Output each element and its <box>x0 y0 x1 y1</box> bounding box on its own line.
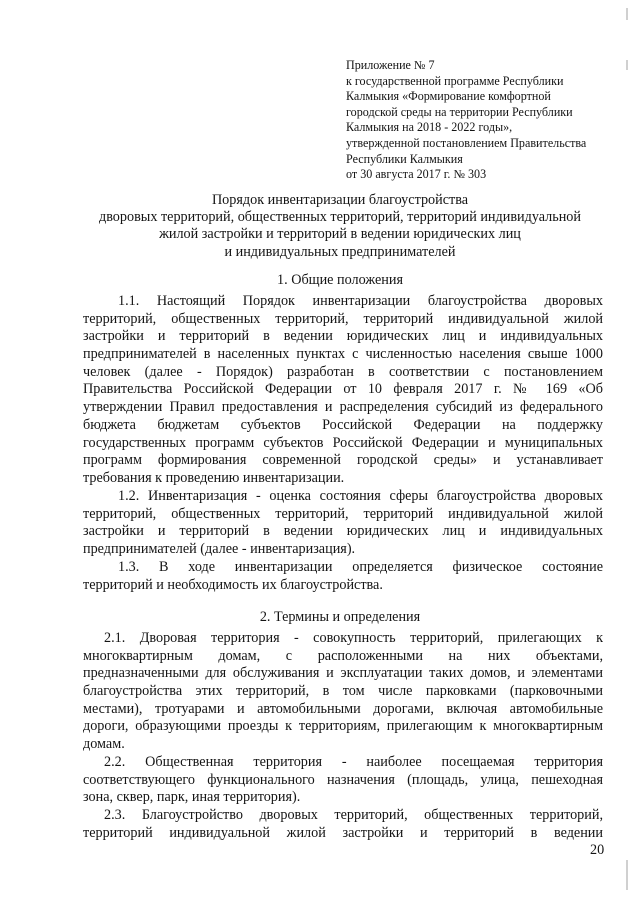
text-line: бюджета бюджетам субъектов Российской Федерации на поддержку <box>83 416 603 433</box>
text-line: территорий, общественных территорий, территорий индивидуальной жилой <box>83 505 603 522</box>
section-heading-terms: 2. Термины и определения <box>259 609 421 625</box>
text-line: благоустройства этих территорий, в том числе парковками (парковочными <box>83 683 603 700</box>
paragraph-2-1 <box>83 630 603 754</box>
text-line: 2.3. Благоустройство дворовых территорий, общественных территорий, <box>104 807 603 823</box>
paragraph-1-3 <box>83 559 603 594</box>
text-line: многоквартирным домам, с расположенными на них объектами, <box>83 647 603 664</box>
text-line: дороги, образующими проезды к территориям, прилегающим к многоквартирным <box>83 718 603 735</box>
appendix-line: Республики Калмыкия <box>346 151 463 166</box>
text-line: человек (далее - Порядок) разработан в соответствии с постановлением <box>83 363 603 380</box>
text-line: программ формирования современной городской среды» и устанавливает <box>83 452 603 469</box>
text-line: 2.1. Дворовая территория - совокупность территорий, прилегающих к <box>104 630 603 646</box>
text-line: 1.3. В ходе инвентаризации определяется физическое состояние <box>118 559 603 575</box>
scan-edge-mark <box>626 8 628 20</box>
appendix-line: Калмыкия «Формирование комфортной <box>346 89 551 104</box>
appendix-header <box>346 58 616 183</box>
text-line: 1.2. Инвентаризация - оценка состояния сферы благоустройства дворовых <box>118 488 603 504</box>
text-line: 2.2. Общественная территория - наиболее посещаемая территория <box>104 754 603 770</box>
appendix-line: городской среды на территории Республики <box>346 104 573 119</box>
text-line: соответствующего функционального назначения (площадь, улица, пешеходная <box>83 771 603 788</box>
section-heading-general: 1. Общие положения <box>277 272 403 288</box>
text-line: 1.1. Настоящий Порядок инвентаризации благоустройства дворовых <box>118 293 603 309</box>
scan-edge-mark <box>626 60 628 70</box>
appendix-line: Калмыкия на 2018 - 2022 годы», <box>346 120 513 135</box>
scan-edge-mark <box>626 860 628 890</box>
appendix-line: к государственной программе Республики <box>346 73 564 88</box>
paragraph-1-1 <box>83 293 603 488</box>
title-line: жилой застройки и территорий в ведении юридических лиц <box>159 226 521 243</box>
text-line: территорий индивидуальной жилой застройки и территорий в ведении <box>83 824 603 841</box>
appendix-line: Приложение № 7 <box>346 58 435 72</box>
text-line: государственных программ субъектов Российской Федерации и муниципальных <box>83 434 603 451</box>
text-line: территорий, общественных территорий, территорий индивидуальной жилой <box>83 310 603 327</box>
text-line: предпринимателей (далее - инвентаризация). <box>83 541 356 558</box>
text-line: домам. <box>83 736 125 753</box>
text-line: предпринимателей в населенных пунктах с численностью населения свыше 1000 <box>83 346 603 363</box>
paragraph-2-2 <box>83 754 603 807</box>
appendix-line: утвержденной постановлением Правительства <box>346 135 587 150</box>
paragraph-1-2 <box>83 488 603 559</box>
title-line: дворовых территорий, общественных территорий, территорий индивидуальной <box>98 209 581 226</box>
page-number: 20 <box>590 842 605 858</box>
text-line: зона, сквер, парк, иная территория). <box>83 789 301 806</box>
text-line: предназначенными для обслуживания и эксплуатации таких домов, и элементами <box>83 665 603 682</box>
title-line: и индивидуальных предпринимателей <box>224 243 456 260</box>
title-line: Порядок инвентаризации благоустройства <box>211 192 469 208</box>
appendix-line: от 30 августа 2017 г. № 303 <box>346 167 487 182</box>
document-title <box>60 192 620 261</box>
text-line: территорий и необходимость их благоустройства. <box>83 576 383 593</box>
text-line: застройки и территорий в ведении юридических лиц и индивидуальных <box>83 523 603 540</box>
text-line: местами), тротуарами и автомобильными дорогами, включая автомобильные <box>83 700 603 717</box>
text-line: требования к проведению инвентаризации. <box>83 469 345 486</box>
text-line: Правительства Российской Федерации от 10 февраля 2017 г. № 169 «Об <box>83 381 603 398</box>
text-line: застройки и территорий в ведении юридических лиц и индивидуальных <box>83 328 603 345</box>
text-line: утверждении Правил предоставления и распределения субсидий из федерального <box>83 399 603 416</box>
paragraph-2-3 <box>83 807 603 842</box>
